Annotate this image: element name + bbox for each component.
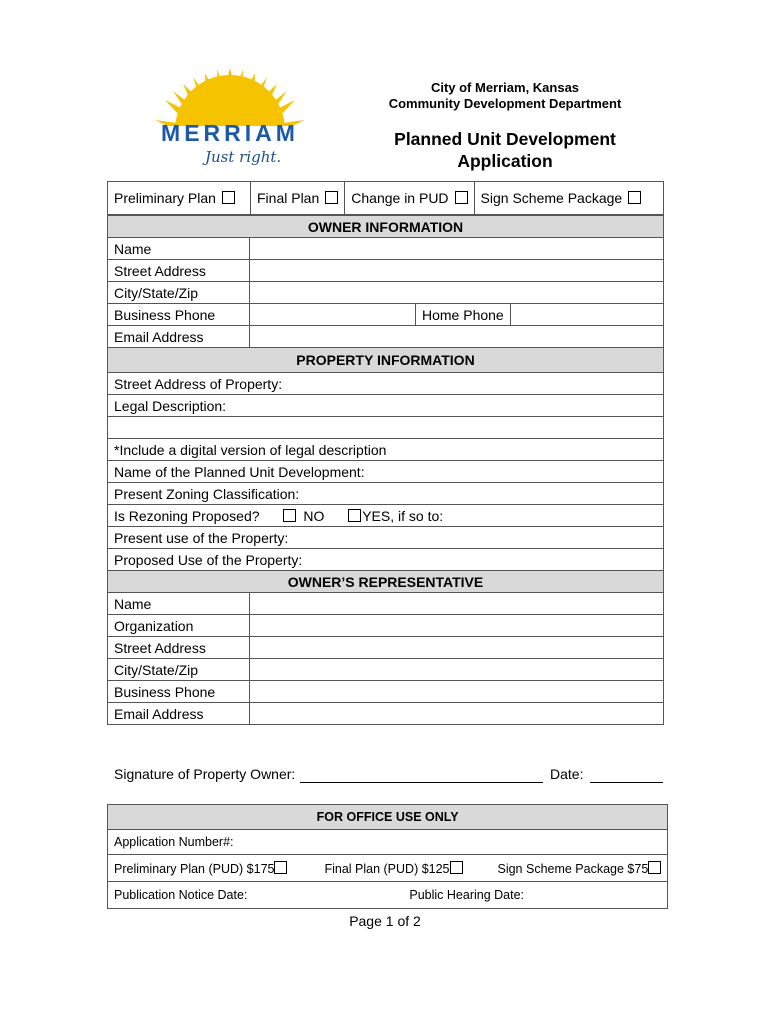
checkbox-final[interactable]	[325, 191, 338, 204]
owner-csz-field[interactable]	[250, 282, 664, 304]
rep-org-field[interactable]	[250, 615, 664, 637]
rezoning-row	[108, 505, 664, 527]
signature-label: Signature of Property Owner:	[114, 766, 296, 782]
rep-csz-label: City/State/Zip	[108, 659, 250, 681]
date-line[interactable]	[590, 782, 663, 783]
proposed-use-field[interactable]: Proposed Use of the Property:	[108, 549, 664, 571]
publication-date-field[interactable]: Publication Notice Date:	[114, 888, 248, 902]
plan-option-final[interactable]: Final Plan	[251, 182, 345, 215]
rep-email-field[interactable]	[250, 703, 664, 725]
checkbox-fee-prelim[interactable]	[274, 861, 287, 874]
plan-type-table	[107, 181, 664, 215]
property-section-header: PROPERTY INFORMATION	[108, 348, 664, 373]
rep-org-label: Organization	[108, 615, 250, 637]
rep-section-header: OWNER’S REPRESENTATIVE	[108, 571, 664, 593]
rep-email-label: Email Address	[108, 703, 250, 725]
checkbox-fee-final[interactable]	[450, 861, 463, 874]
owner-business-phone-label: Business Phone	[108, 304, 250, 326]
form-title-line1: Planned Unit Development	[394, 129, 616, 149]
city-name: City of Merriam, Kansas	[430, 80, 580, 95]
owner-business-phone-field[interactable]	[250, 304, 416, 326]
property-legal-field[interactable]: Legal Description:	[108, 395, 664, 417]
owner-email-field[interactable]	[250, 326, 664, 348]
rezoning-label: Is Rezoning Proposed?	[114, 507, 260, 524]
plan-option-sign[interactable]: Sign Scheme Package	[474, 182, 663, 215]
rep-business-phone-label: Business Phone	[108, 681, 250, 703]
fee-sign[interactable]: Sign Scheme Package $75	[497, 862, 661, 876]
owner-email-label: Email Address	[108, 326, 250, 348]
property-legal-extra-field[interactable]	[108, 417, 664, 439]
department-name: Community Development Department	[388, 96, 622, 111]
owner-name-label: Name	[108, 238, 250, 260]
rep-street-field[interactable]	[250, 637, 664, 659]
dates-row	[108, 882, 668, 909]
legal-note: *Include a digital version of legal description	[108, 439, 664, 461]
rep-name-field[interactable]	[250, 593, 664, 615]
date-label: Date:	[550, 766, 584, 782]
owner-street-label: Street Address	[108, 260, 250, 282]
hearing-date-field[interactable]: Public Hearing Date:	[409, 888, 525, 902]
present-use-field[interactable]: Present use of the Property:	[108, 527, 664, 549]
logo-tagline: Just right.	[205, 148, 282, 166]
checkbox-fee-sign[interactable]	[648, 861, 661, 874]
rep-street-label: Street Address	[108, 637, 250, 659]
office-section-header: FOR OFFICE USE ONLY	[108, 805, 668, 830]
plan-option-preliminary[interactable]: Preliminary Plan	[108, 182, 251, 215]
fee-row	[108, 855, 668, 882]
rep-business-phone-field[interactable]	[250, 681, 664, 703]
checkbox-change-pud[interactable]	[455, 191, 468, 204]
fee-prelim[interactable]: Preliminary Plan (PUD) $175	[114, 862, 287, 876]
owner-home-phone-field[interactable]	[510, 304, 663, 326]
rep-name-label: Name	[108, 593, 250, 615]
rep-csz-field[interactable]	[250, 659, 664, 681]
merriam-logo	[135, 68, 325, 173]
pud-name-field[interactable]: Name of the Planned Unit Development:	[108, 461, 664, 483]
fee-final[interactable]: Final Plan (PUD) $125	[324, 862, 462, 876]
owner-street-field[interactable]	[250, 260, 664, 282]
rezoning-yes-label: YES, if so to:	[362, 507, 444, 524]
checkbox-rezoning-yes[interactable]	[348, 509, 361, 522]
checkbox-rezoning-no[interactable]	[283, 509, 296, 522]
checkbox-sign-scheme[interactable]	[628, 191, 641, 204]
property-street-field[interactable]: Street Address of Property:	[108, 373, 664, 395]
rezoning-no-label: NO	[303, 507, 325, 524]
application-number-field[interactable]: Application Number#:	[108, 830, 668, 855]
owner-name-field[interactable]	[250, 238, 664, 260]
form-title-line2: Application	[457, 151, 553, 171]
owner-section-header: OWNER INFORMATION	[108, 216, 664, 238]
main-form-table	[107, 215, 664, 725]
signature-line[interactable]	[300, 782, 543, 783]
plan-option-change[interactable]: Change in PUD	[345, 182, 474, 215]
page-number: Page 1 of 2	[349, 913, 421, 929]
owner-csz-label: City/State/Zip	[108, 282, 250, 304]
zoning-field[interactable]: Present Zoning Classification:	[108, 483, 664, 505]
logo-wordmark: MERRIAM	[161, 120, 299, 146]
office-use-table	[107, 804, 668, 909]
owner-home-phone-label: Home Phone	[416, 304, 511, 326]
checkbox-preliminary[interactable]	[222, 191, 235, 204]
